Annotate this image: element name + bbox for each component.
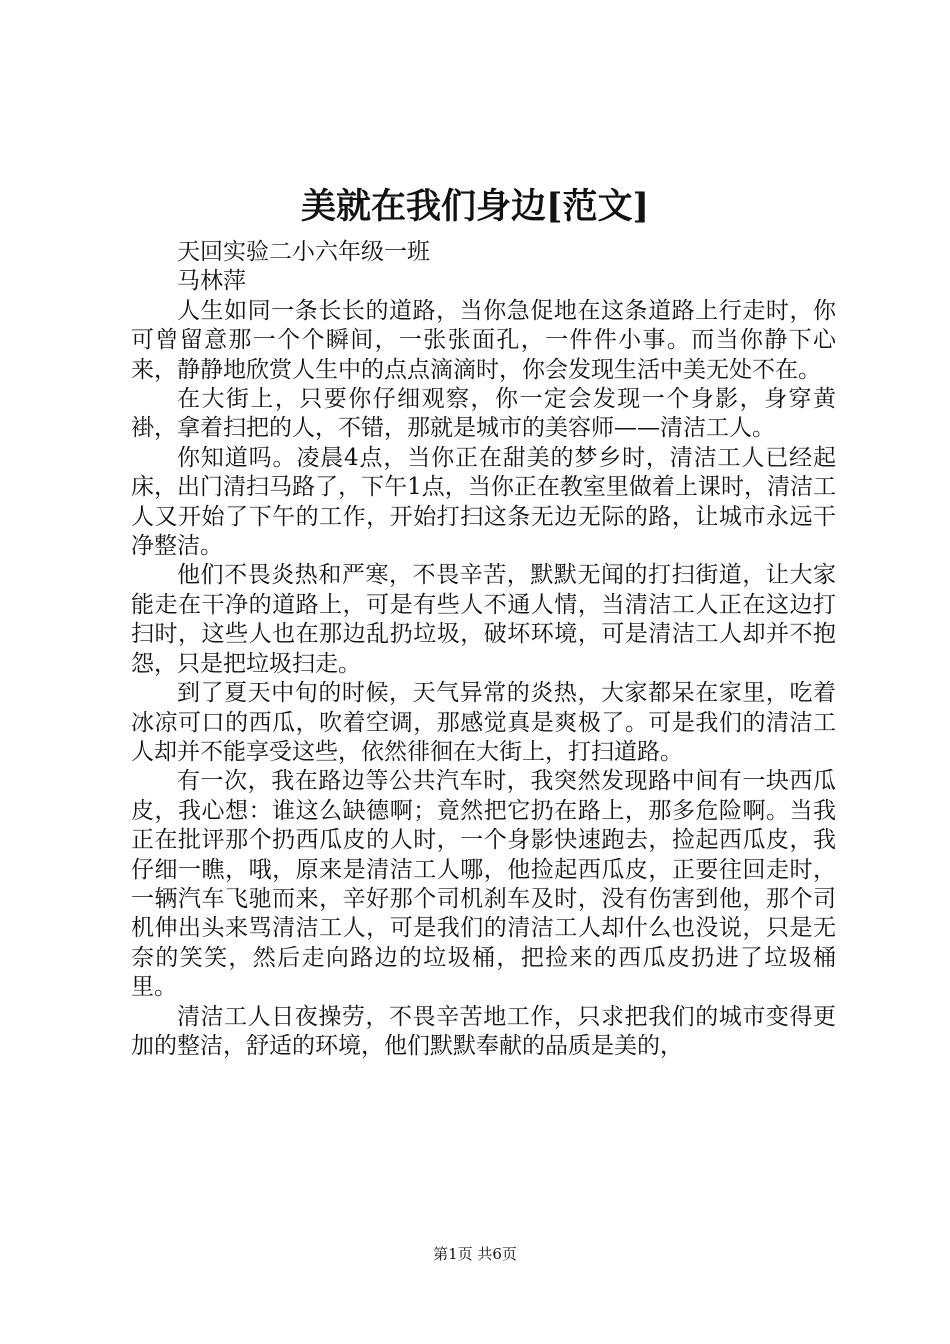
document-body <box>131 238 836 1061</box>
paragraph: 你知道吗。凌晨4点，当你正在甜美的梦乡时，清洁工人已经起床，出门清扫马路了，下午1点，当你正在教室里做着上课时，清洁工人又开始了下午的工作，开始打扫这条无边无际的路，让城市永远干净整洁。 <box>131 444 836 560</box>
author-name: 马林萍 <box>177 268 246 295</box>
paragraph: 清洁工人日夜操劳，不畏辛苦地工作，只求把我们的城市变得更加的整洁，舒适的环境，他们默默奉献的品质是美的， <box>131 1003 836 1059</box>
paragraph: 他们不畏炎热和严寒，不畏辛苦，默默无闻的打扫街道，让大家能走在干净的道路上，可是有些人不通人情，当清洁工人正在这边打扫时，这些人也在那边乱扔垃圾，破坏环境，可是清洁工人却并不抱怨，只是把垃圾扫走。 <box>131 562 836 677</box>
page-number-footer: 第1页 共6页 <box>433 1245 517 1263</box>
paragraph: 有一次，我在路边等公共汽车时，我突然发现路中间有一块西瓜皮，我心想：谁这么缺德啊；竟然把它扔在路上，那多危险啊。当我正在批评那个扔西瓜皮的人时，一个身影快速跑去，捡起西瓜皮，我仔细一瞧，哦，原来是清洁工人哪，他捡起西瓜皮，正要往回走时，一辆汽车飞驰而来，辛好那个司机刹车及时，没有伤害到他，那个司机伸出头来骂清洁工人，可是我们的清洁工人却什么也没说，只是无奈的笑笑，然后走向路边的垃圾桶，把捡来的西瓜皮扔进了垃圾桶里。 <box>131 768 836 1001</box>
document-title: 美就在我们身边[范文] <box>300 186 650 227</box>
paragraph: 到了夏天中旬的时候，天气异常的炎热，大家都呆在家里，吃着冰凉可口的西瓜，吹着空调，那感觉真是爽极了。可是我们的清洁工人却并不能享受这些，依然徘徊在大街上，打扫道路。 <box>131 680 836 765</box>
paragraph: 人生如同一条长长的道路，当你急促地在这条道路上行走时，你可曾留意那一个个瞬间，一张张面孔，一件件小事。而当你静下心来，静静地欣赏人生中的点点滴滴时，你会发现生活中美无处不在。 <box>131 297 836 383</box>
author-school: 天回实验二小六年级一班 <box>177 239 430 265</box>
paragraph: 在大街上，只要你仔细观察，你一定会发现一个身影，身穿黄褂，拿着扫把的人，不错，那就是城市的美容师——清洁工人。 <box>131 386 836 442</box>
